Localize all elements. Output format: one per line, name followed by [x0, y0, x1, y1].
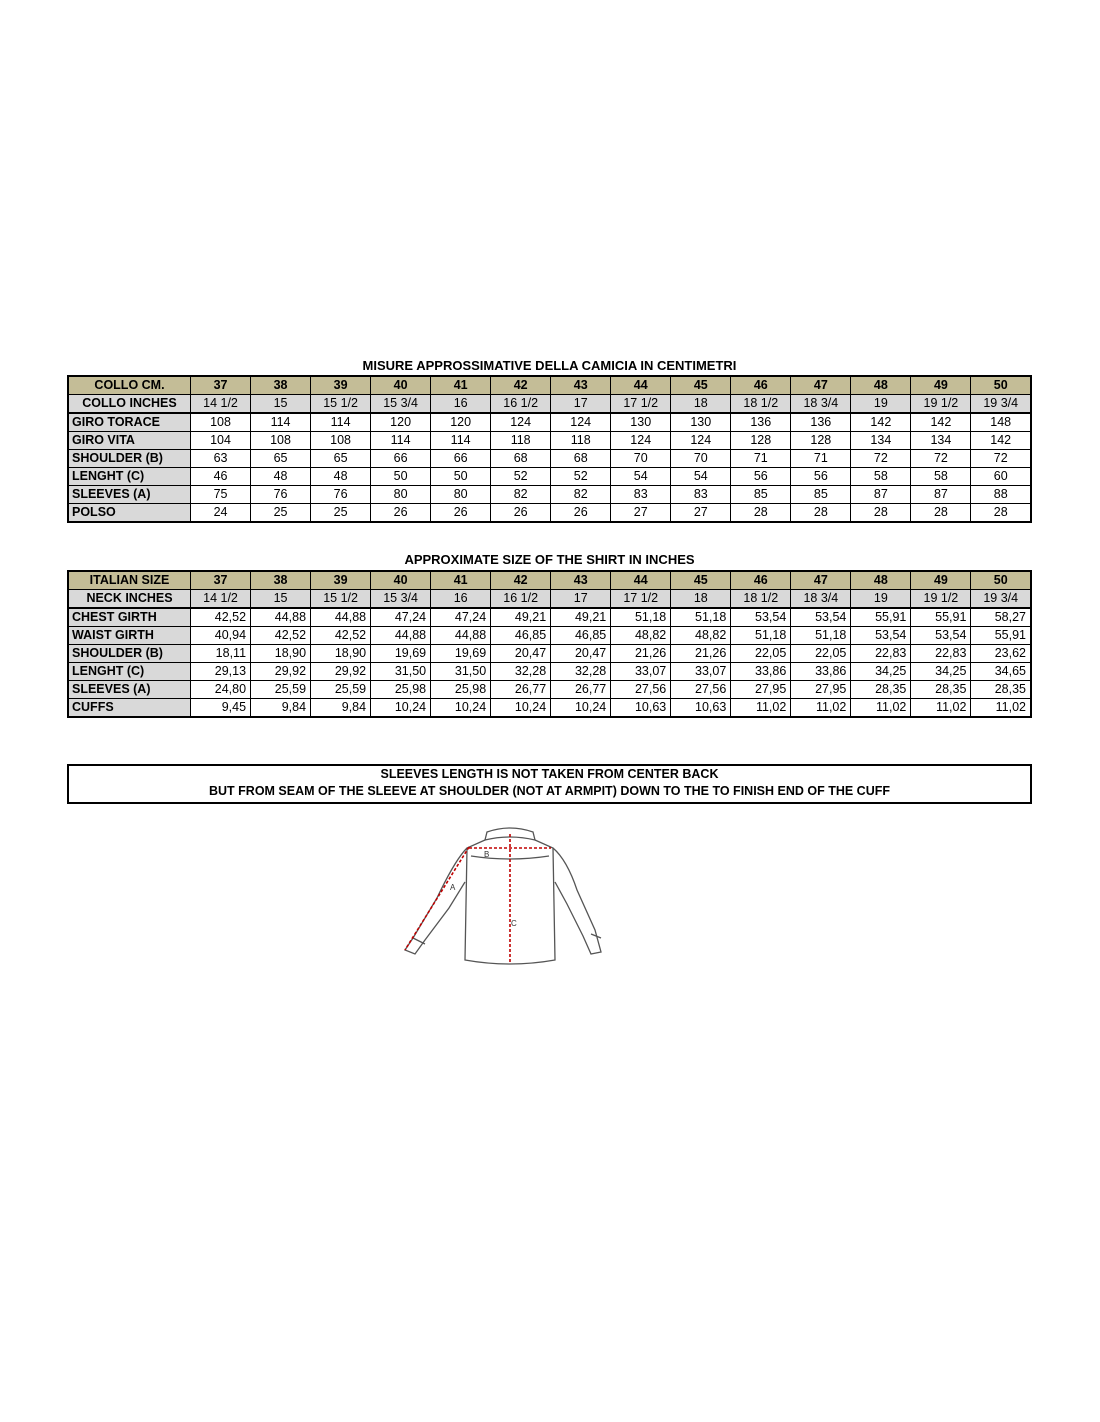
table-cell: 19 1/2	[911, 395, 971, 414]
table-cell: 18,90	[251, 645, 311, 663]
note-line-2: BUT FROM SEAM OF THE SLEEVE AT SHOULDER (NOT AT ARMPIT) DOWN TO THE TO FINISH END OF THE CUFF	[209, 784, 890, 798]
table-cell: 42	[491, 571, 551, 590]
table-cell: 34,65	[971, 663, 1031, 681]
table-cell: 27	[671, 504, 731, 523]
table-cell: 85	[731, 486, 791, 504]
table-cell: 39	[311, 571, 371, 590]
table-cell: 21,26	[671, 645, 731, 663]
table-cell: 34,25	[911, 663, 971, 681]
row-label: LENGHT (C)	[68, 663, 191, 681]
table-cell: 48	[251, 468, 311, 486]
table-cell: 53,54	[851, 627, 911, 645]
table-cell: 83	[671, 486, 731, 504]
table-cell: 42,52	[251, 627, 311, 645]
table-cell: 83	[611, 486, 671, 504]
table-cell: 10,24	[431, 699, 491, 718]
table-cell: 128	[791, 432, 851, 450]
table-cell: 136	[791, 413, 851, 432]
table-cell: 43	[551, 376, 611, 395]
table-cell: 52	[491, 468, 551, 486]
row-label: CUFFS	[68, 699, 191, 718]
table-cell: 70	[611, 450, 671, 468]
table-cell: 134	[911, 432, 971, 450]
table-cell: 49,21	[551, 608, 611, 627]
table-cell: 19	[851, 395, 911, 414]
table-cell: 28	[911, 504, 971, 523]
table-cell: 22,05	[731, 645, 791, 663]
table-cell: 9,84	[311, 699, 371, 718]
table-cell: 37	[191, 376, 251, 395]
table-cell: 25,59	[311, 681, 371, 699]
table-cell: 51,18	[671, 608, 731, 627]
table-cell: 15 1/2	[311, 395, 371, 414]
table-cell: 10,24	[491, 699, 551, 718]
table-row	[68, 645, 1031, 663]
row-label: SLEEVES (A)	[68, 486, 191, 504]
table-cell: 142	[971, 432, 1031, 450]
table-cell: 42,52	[311, 627, 371, 645]
table-cell: 124	[611, 432, 671, 450]
table-cell: 33,07	[611, 663, 671, 681]
table-cell: 18,90	[311, 645, 371, 663]
row-label: ITALIAN SIZE	[68, 571, 191, 590]
inch-size-table	[67, 570, 1032, 718]
row-label: POLSO	[68, 504, 191, 523]
table-cell: 48	[311, 468, 371, 486]
table-cell: 28,35	[851, 681, 911, 699]
table-cell: 50	[431, 468, 491, 486]
table-cell: 118	[491, 432, 551, 450]
header-row	[68, 571, 1031, 590]
table-cell: 53,54	[911, 627, 971, 645]
label-c: C	[511, 919, 517, 928]
table-row	[68, 413, 1031, 432]
table-cell: 120	[371, 413, 431, 432]
table-cell: 10,24	[371, 699, 431, 718]
header-row	[68, 376, 1031, 395]
row-label: SLEEVES (A)	[68, 681, 191, 699]
table-cell: 11,02	[971, 699, 1031, 718]
table-cell: 53,54	[731, 608, 791, 627]
table-cell: 108	[191, 413, 251, 432]
table-cell: 18 3/4	[791, 590, 851, 609]
table-cell: 27,95	[791, 681, 851, 699]
table-cell: 28,35	[911, 681, 971, 699]
table-cell: 40	[371, 571, 431, 590]
table-cell: 28	[851, 504, 911, 523]
table-cell: 128	[731, 432, 791, 450]
table-cell: 46,85	[551, 627, 611, 645]
row-label: COLLO INCHES	[68, 395, 191, 414]
table-cell: 118	[551, 432, 611, 450]
table-cell: 22,83	[851, 645, 911, 663]
row-label: NECK INCHES	[68, 590, 191, 609]
table-cell: 45	[671, 571, 731, 590]
table-cell: 87	[851, 486, 911, 504]
table-cell: 9,84	[251, 699, 311, 718]
table-cell: 33,86	[731, 663, 791, 681]
left-cuff-line	[413, 938, 425, 944]
table-cell: 49	[911, 571, 971, 590]
table-cell: 124	[551, 413, 611, 432]
table-row	[68, 699, 1031, 718]
table-cell: 22,83	[911, 645, 971, 663]
table-cell: 44	[611, 571, 671, 590]
table-cell: 38	[251, 376, 311, 395]
sleeve-measurement-note	[67, 764, 1032, 804]
table-cell: 24	[191, 504, 251, 523]
table-cell: 29,92	[251, 663, 311, 681]
table-cell: 66	[371, 450, 431, 468]
table-cell: 11,02	[851, 699, 911, 718]
table-cell: 71	[791, 450, 851, 468]
table-cell: 25,59	[251, 681, 311, 699]
table-row	[68, 608, 1031, 627]
table-cell: 15 1/2	[311, 590, 371, 609]
table-cell: 43	[551, 571, 611, 590]
table-cell: 40	[371, 376, 431, 395]
table-cell: 20,47	[551, 645, 611, 663]
table-cell: 148	[971, 413, 1031, 432]
cm-table-title: MISURE APPROSSIMATIVE DELLA CAMICIA IN CENTIMETRI	[362, 358, 737, 373]
table-cell: 82	[551, 486, 611, 504]
label-b: B	[484, 850, 490, 859]
table-cell: 19,69	[431, 645, 491, 663]
table-row	[68, 681, 1031, 699]
table-cell: 50	[971, 376, 1031, 395]
table-cell: 142	[911, 413, 971, 432]
row-label: LENGHT (C)	[68, 468, 191, 486]
table-cell: 136	[731, 413, 791, 432]
table-cell: 68	[491, 450, 551, 468]
table-cell: 15	[251, 590, 311, 609]
table-cell: 28	[731, 504, 791, 523]
table-cell: 25	[251, 504, 311, 523]
table-cell: 58	[851, 468, 911, 486]
table-cell: 22,05	[791, 645, 851, 663]
table-cell: 50	[371, 468, 431, 486]
table-cell: 72	[851, 450, 911, 468]
table-cell: 80	[431, 486, 491, 504]
table-cell: 44,88	[371, 627, 431, 645]
table-cell: 16	[431, 590, 491, 609]
table-cell: 53,54	[791, 608, 851, 627]
row-label: CHEST GIRTH	[68, 608, 191, 627]
table-row	[68, 627, 1031, 645]
table-cell: 44,88	[431, 627, 491, 645]
table-cell: 15 3/4	[371, 590, 431, 609]
table-cell: 41	[431, 376, 491, 395]
table-cell: 14 1/2	[191, 590, 251, 609]
cm-size-table	[67, 375, 1032, 523]
table-cell: 50	[971, 571, 1031, 590]
table-cell: 27,56	[671, 681, 731, 699]
table-cell: 41	[431, 571, 491, 590]
table-cell: 124	[671, 432, 731, 450]
table-cell: 114	[311, 413, 371, 432]
table-cell: 48	[851, 376, 911, 395]
table-cell: 10,63	[671, 699, 731, 718]
table-cell: 80	[371, 486, 431, 504]
table-cell: 16 1/2	[491, 590, 551, 609]
table-cell: 34,25	[851, 663, 911, 681]
table-cell: 72	[911, 450, 971, 468]
table-cell: 47	[791, 376, 851, 395]
table-cell: 17	[551, 395, 611, 414]
table-cell: 48	[851, 571, 911, 590]
table-cell: 16 1/2	[491, 395, 551, 414]
note-line-1: SLEEVES LENGTH IS NOT TAKEN FROM CENTER BACK	[380, 767, 719, 781]
table-cell: 75	[191, 486, 251, 504]
table-cell: 17 1/2	[611, 395, 671, 414]
table-cell: 18	[671, 395, 731, 414]
row-label: GIRO TORACE	[68, 413, 191, 432]
row-label: SHOULDER (B)	[68, 645, 191, 663]
table-cell: 63	[191, 450, 251, 468]
table-cell: 26	[551, 504, 611, 523]
table-cell: 130	[671, 413, 731, 432]
table-cell: 56	[791, 468, 851, 486]
table-cell: 28,35	[971, 681, 1031, 699]
table-cell: 88	[971, 486, 1031, 504]
table-row	[68, 486, 1031, 504]
table-cell: 18,11	[191, 645, 251, 663]
table-cell: 49,21	[491, 608, 551, 627]
table-cell: 55,91	[971, 627, 1031, 645]
table-cell: 85	[791, 486, 851, 504]
table-cell: 54	[611, 468, 671, 486]
table-cell: 48,82	[611, 627, 671, 645]
row-label: COLLO CM.	[68, 376, 191, 395]
right-sleeve-shape	[553, 848, 601, 954]
table-cell: 19,69	[371, 645, 431, 663]
table-row	[68, 663, 1031, 681]
table-cell: 42	[491, 376, 551, 395]
table-cell: 130	[611, 413, 671, 432]
table-cell: 10,63	[611, 699, 671, 718]
table-row	[68, 468, 1031, 486]
table-cell: 28	[791, 504, 851, 523]
table-cell: 29,92	[311, 663, 371, 681]
table-cell: 25	[311, 504, 371, 523]
table-cell: 11,02	[791, 699, 851, 718]
table-cell: 65	[251, 450, 311, 468]
measurement-lines	[405, 834, 551, 964]
row-label: SHOULDER (B)	[68, 450, 191, 468]
table-cell: 19 3/4	[971, 590, 1031, 609]
table-cell: 44	[611, 376, 671, 395]
table-cell: 33,86	[791, 663, 851, 681]
table-cell: 26	[491, 504, 551, 523]
table-cell: 15	[251, 395, 311, 414]
table-cell: 11,02	[911, 699, 971, 718]
table-cell: 26,77	[491, 681, 551, 699]
table-cell: 58,27	[971, 608, 1031, 627]
table-cell: 28	[971, 504, 1031, 523]
table-cell: 23,62	[971, 645, 1031, 663]
table-cell: 46	[731, 376, 791, 395]
table-cell: 24,80	[191, 681, 251, 699]
table-cell: 72	[971, 450, 1031, 468]
table-cell: 18 3/4	[791, 395, 851, 414]
table-cell: 26	[371, 504, 431, 523]
table-cell: 10,24	[551, 699, 611, 718]
table-cell: 142	[851, 413, 911, 432]
shirt-measurement-diagram	[395, 820, 625, 990]
table-cell: 87	[911, 486, 971, 504]
table-cell: 49	[911, 376, 971, 395]
table-cell: 38	[251, 571, 311, 590]
table-cell: 104	[191, 432, 251, 450]
table-cell: 108	[311, 432, 371, 450]
table-cell: 20,47	[491, 645, 551, 663]
table-cell: 32,28	[491, 663, 551, 681]
table-cell: 27,56	[611, 681, 671, 699]
table-cell: 37	[191, 571, 251, 590]
table-cell: 55,91	[851, 608, 911, 627]
table-cell: 26,77	[551, 681, 611, 699]
table-row	[68, 432, 1031, 450]
table-cell: 71	[731, 450, 791, 468]
table-cell: 47,24	[431, 608, 491, 627]
table-cell: 19 3/4	[971, 395, 1031, 414]
table-cell: 21,26	[611, 645, 671, 663]
row-label: GIRO VITA	[68, 432, 191, 450]
table-cell: 19 1/2	[911, 590, 971, 609]
table-cell: 44,88	[311, 608, 371, 627]
table-cell: 134	[851, 432, 911, 450]
table-cell: 76	[311, 486, 371, 504]
table-cell: 18 1/2	[731, 590, 791, 609]
table-cell: 40,94	[191, 627, 251, 645]
table-cell: 70	[671, 450, 731, 468]
table-cell: 82	[491, 486, 551, 504]
subheader-row	[68, 395, 1031, 414]
table-cell: 16	[431, 395, 491, 414]
table-cell: 66	[431, 450, 491, 468]
table-cell: 27,95	[731, 681, 791, 699]
table-cell: 39	[311, 376, 371, 395]
table-cell: 31,50	[371, 663, 431, 681]
table-cell: 52	[551, 468, 611, 486]
table-cell: 114	[371, 432, 431, 450]
table-cell: 14 1/2	[191, 395, 251, 414]
table-cell: 25,98	[431, 681, 491, 699]
table-cell: 27	[611, 504, 671, 523]
table-cell: 54	[671, 468, 731, 486]
table-cell: 55,91	[911, 608, 971, 627]
table-cell: 51,18	[791, 627, 851, 645]
table-row	[68, 450, 1031, 468]
table-cell: 120	[431, 413, 491, 432]
table-cell: 68	[551, 450, 611, 468]
table-cell: 33,07	[671, 663, 731, 681]
table-cell: 9,45	[191, 699, 251, 718]
table-cell: 48,82	[671, 627, 731, 645]
table-cell: 114	[251, 413, 311, 432]
inch-table-title: APPROXIMATE SIZE OF THE SHIRT IN INCHES	[404, 552, 695, 567]
table-cell: 17 1/2	[611, 590, 671, 609]
table-cell: 17	[551, 590, 611, 609]
table-cell: 58	[911, 468, 971, 486]
table-cell: 18	[671, 590, 731, 609]
table-cell: 32,28	[551, 663, 611, 681]
table-cell: 42,52	[191, 608, 251, 627]
table-cell: 11,02	[731, 699, 791, 718]
table-cell: 108	[251, 432, 311, 450]
table-cell: 51,18	[731, 627, 791, 645]
table-cell: 56	[731, 468, 791, 486]
table-cell: 124	[491, 413, 551, 432]
shirt-outline	[405, 828, 601, 964]
table-cell: 25,98	[371, 681, 431, 699]
table-cell: 114	[431, 432, 491, 450]
table-cell: 47,24	[371, 608, 431, 627]
table-cell: 31,50	[431, 663, 491, 681]
table-cell: 65	[311, 450, 371, 468]
table-cell: 76	[251, 486, 311, 504]
table-row	[68, 504, 1031, 523]
table-cell: 44,88	[251, 608, 311, 627]
table-cell: 18 1/2	[731, 395, 791, 414]
table-cell: 15 3/4	[371, 395, 431, 414]
table-cell: 46	[731, 571, 791, 590]
table-cell: 60	[971, 468, 1031, 486]
table-cell: 29,13	[191, 663, 251, 681]
table-cell: 46,85	[491, 627, 551, 645]
table-cell: 19	[851, 590, 911, 609]
table-cell: 26	[431, 504, 491, 523]
table-cell: 51,18	[611, 608, 671, 627]
row-label: WAIST GIRTH	[68, 627, 191, 645]
subheader-row	[68, 590, 1031, 609]
table-cell: 45	[671, 376, 731, 395]
label-a: A	[450, 883, 456, 892]
table-cell: 46	[191, 468, 251, 486]
table-cell: 47	[791, 571, 851, 590]
